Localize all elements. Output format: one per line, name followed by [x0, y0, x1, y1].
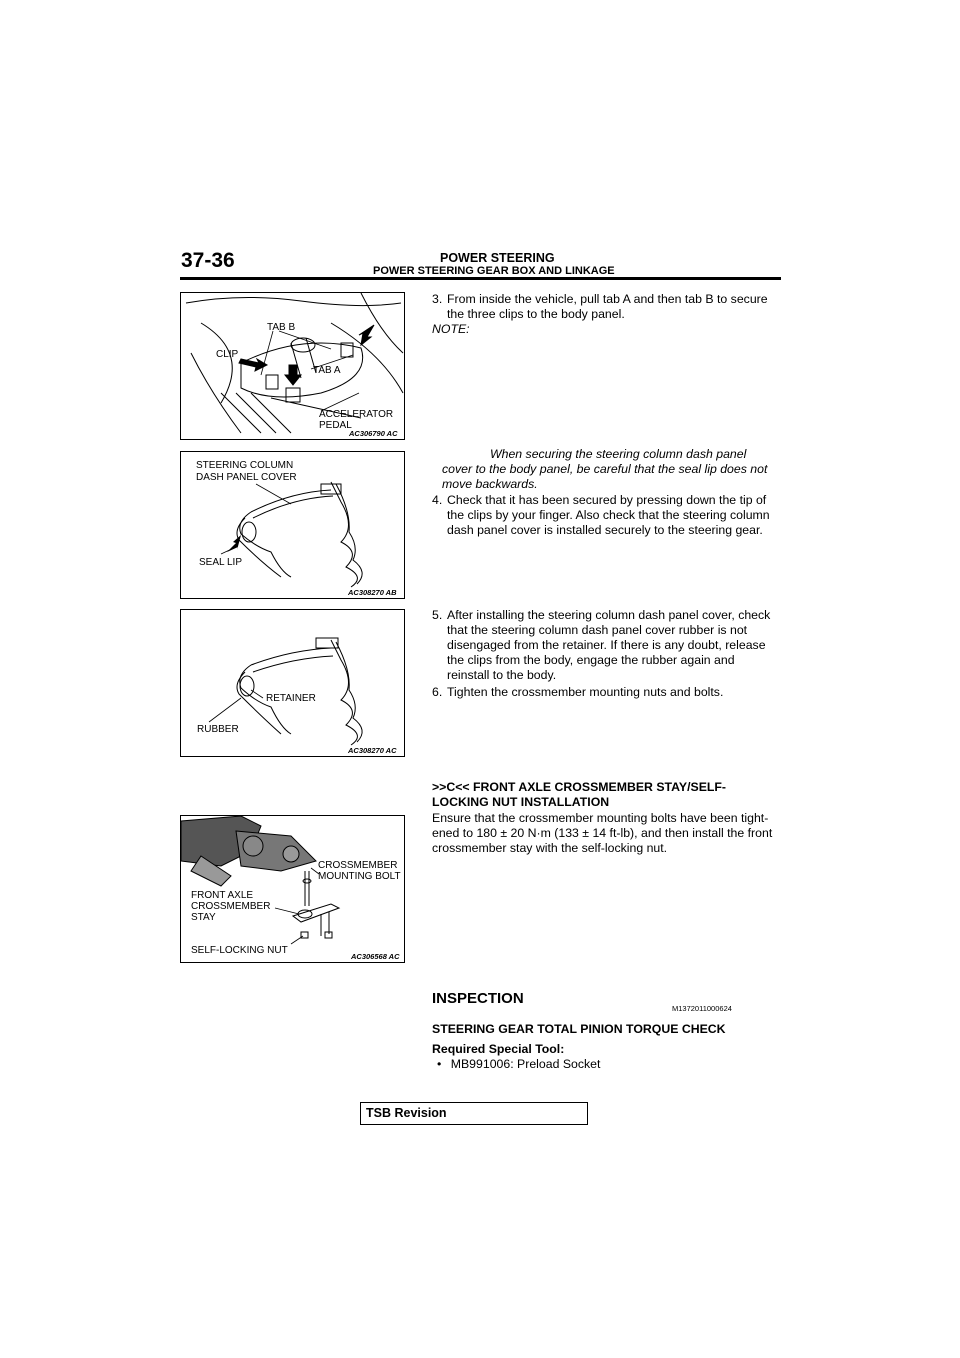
required-tool-label: Required Special Tool: [432, 1042, 565, 1056]
header-title: POWER STEERING [440, 251, 555, 265]
step-text-line: After installing the steering column dash panel cover, check [447, 608, 771, 622]
step-text-line: the clips from the body, engage the rubber again and [447, 653, 735, 667]
label-steering-column: STEERING COLUMN [196, 460, 294, 471]
section-body [432, 811, 782, 856]
step-number: 5. [432, 608, 443, 622]
step-text-line: dash panel cover is installed securely to the steering gear. [447, 523, 763, 537]
inspection-id: M1372011000624 [672, 1004, 732, 1013]
label-front-axle: FRONT AXLE [191, 890, 254, 901]
figure-code: AC308270 AC [348, 746, 397, 755]
header-rule [180, 277, 781, 280]
figure-retainer-rubber-illustration [181, 610, 404, 756]
figure-crossmember-stay [180, 815, 405, 963]
figure-crossmember-stay-illustration [181, 816, 404, 962]
step-6 [432, 685, 782, 701]
figure-dash-panel-cover [180, 451, 405, 599]
caution-line: move backwards. [442, 477, 538, 491]
section-heading-line: LOCKING NUT INSTALLATION [432, 795, 610, 809]
step-text-line: the clips by your finger. Also check that the steering column [447, 508, 770, 522]
required-tool-item [437, 1057, 600, 1072]
label-tab-b: TAB B [267, 322, 296, 333]
label-stay: STAY [191, 912, 216, 923]
step-text-line: that the steering column dash panel cover rubber is not [447, 623, 748, 637]
label-pedal: PEDAL [319, 420, 352, 431]
label-clip: CLIP [216, 349, 239, 360]
step-number: 4. [432, 493, 443, 507]
label-rubber: RUBBER [197, 724, 239, 735]
section-body-line: crossmember stay with the self-locking nut. [432, 841, 668, 855]
caution-text [442, 447, 782, 492]
footer-label: TSB Revision [366, 1106, 447, 1120]
step-5 [432, 608, 782, 686]
figure-retainer-rubber [180, 609, 405, 757]
tool-name: MB991006: Preload Socket [450, 1057, 601, 1071]
label-mounting-bolt: MOUNTING BOLT [318, 871, 401, 882]
step-text-line: the three clips to the body panel. [447, 307, 625, 321]
step-text-line: From inside the vehicle, pull tab A and then tab B to secure [447, 292, 768, 306]
figure-code: AC306568 AC [351, 952, 400, 961]
caution-line: cover to the body panel, be careful that the seal lip does not [442, 462, 768, 476]
label-accelerator: ACCELERATOR [319, 409, 394, 420]
section-heading-line: >>C<< FRONT AXLE CROSSMEMBER STAY/SELF- [432, 780, 727, 794]
label-retainer: RETAINER [266, 693, 316, 704]
section-heading [432, 780, 782, 810]
section-body-line: ened to 180 ± 20 N·m (133 ± 14 ft-lb), and then install the front [432, 826, 773, 840]
step-4 [432, 493, 782, 541]
figure-dash-panel-cover-illustration [181, 452, 404, 598]
figure-code: AC308270 AB [348, 588, 397, 597]
figure-code: AC306790 AC [349, 429, 398, 438]
figure-clip-tabs-illustration [181, 293, 404, 439]
label-self-locking-nut: SELF-LOCKING NUT [191, 945, 288, 956]
torque-check-heading: STEERING GEAR TOTAL PINION TORQUE CHECK [432, 1022, 726, 1036]
caution-line: When securing the steering column dash panel [490, 447, 747, 461]
note-label: NOTE: [432, 322, 470, 336]
label-dash-panel-cover: DASH PANEL COVER [196, 472, 297, 483]
label-seal-lip: SEAL LIP [199, 557, 242, 568]
page-number: 37-36 [181, 249, 235, 272]
step-number: 6. [432, 685, 443, 699]
header-subtitle: POWER STEERING GEAR BOX AND LINKAGE [373, 265, 615, 277]
step-text-line: reinstall to the body. [447, 668, 557, 682]
label-crossmember: CROSSMEMBER [318, 860, 398, 871]
step-number: 3. [432, 292, 443, 306]
bullet: • [437, 1057, 442, 1071]
step-text-line: disengaged from the retainer. If there is any doubt, release [447, 638, 766, 652]
step-3 [432, 292, 782, 324]
label-tab-a: TAB A [313, 365, 341, 376]
inspection-title: INSPECTION [432, 990, 524, 1007]
section-body-line: Ensure that the crossmember mounting bolts have been tight- [432, 811, 769, 825]
label-crossmember-2: CROSSMEMBER [191, 901, 271, 912]
step-text-line: Check that it has been secured by pressing down the tip of [447, 493, 767, 507]
step-text-line: Tighten the crossmember mounting nuts and bolts. [447, 685, 724, 699]
figure-clip-tabs [180, 292, 405, 440]
